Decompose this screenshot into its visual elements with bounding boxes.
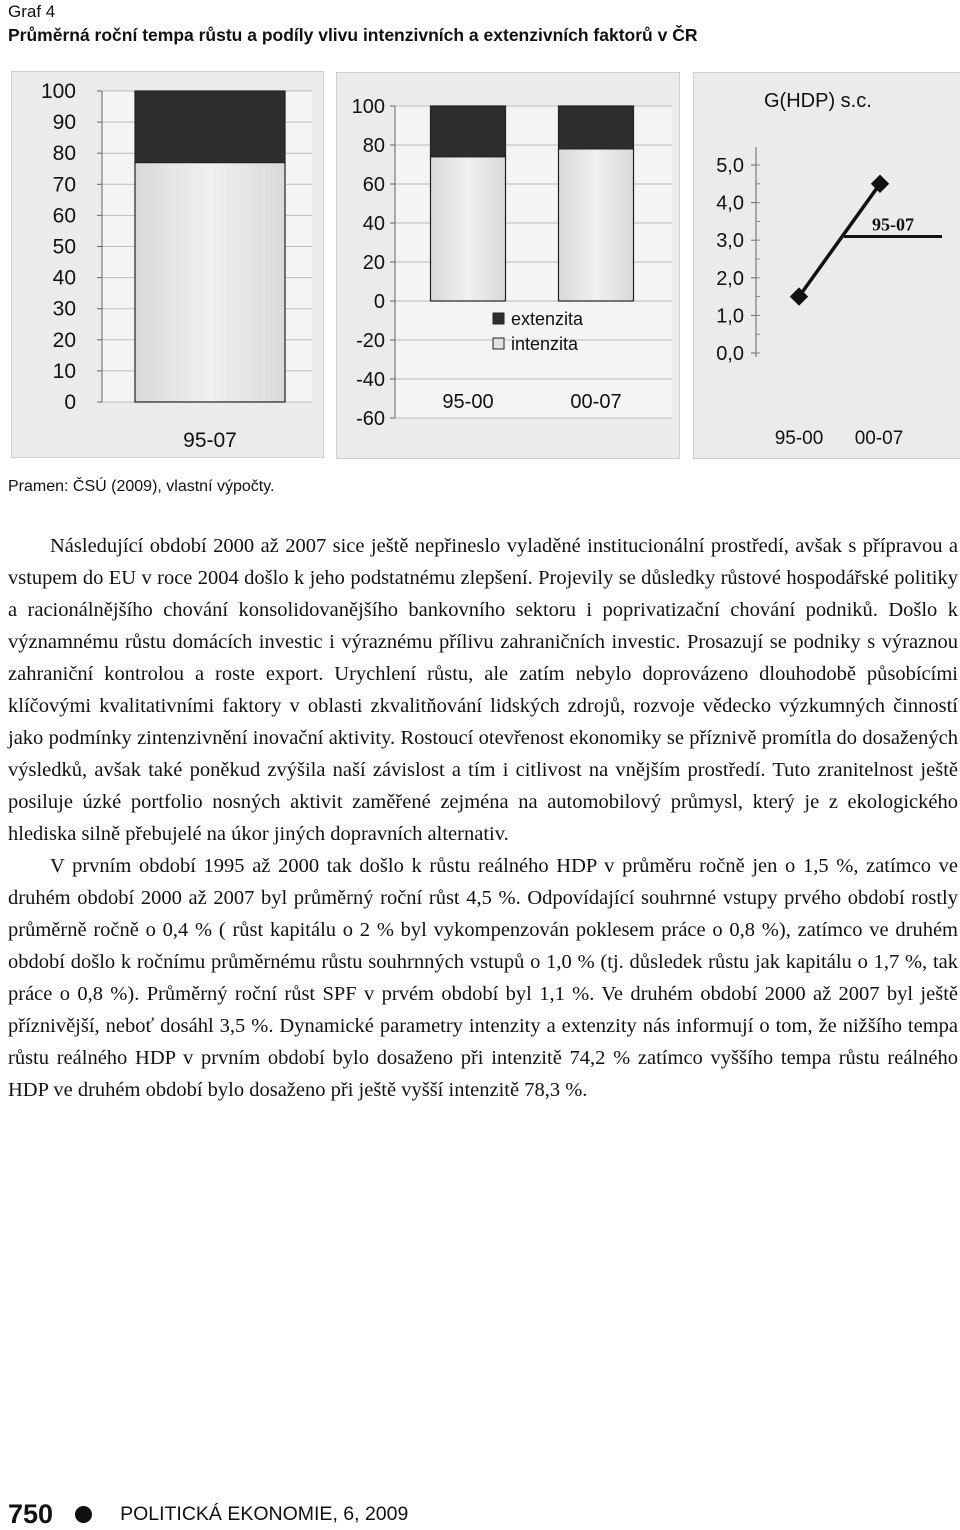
y-tick-label: 90 [52,111,76,135]
x-category-label: 95-00 [442,391,494,413]
body-text [8,530,958,1106]
page-footer [8,1499,408,1529]
bar-segment-intenzita [431,157,506,301]
y-tick-label: 0 [373,291,385,313]
y-tick-label: -20 [356,330,385,352]
y-tick-label: 20 [362,252,385,274]
journal-name: POLITICKÁ EKONOMIE, 6, 2009 [120,1502,409,1525]
page-number: 750 [8,1498,54,1529]
y-tick-label: 80 [52,142,76,166]
bar-segment-intenzita [135,163,285,402]
legend-label-extenzita: extenzita [511,309,584,329]
y-tick-label: 5,0 [716,155,744,177]
y-tick-label: 70 [52,173,76,197]
x-category-label: 00-07 [570,391,622,413]
paragraph-1: Následující období 2000 až 2007 sice ještě nepřineslo vyladěné institucionální prostředí, avšak s přípravou a vstupem do EU v roce 2004 došlo k jeho podstatnému zlepšení. Projevily se důsledky růstové hospodářské politiky a racionálnějšího chování konsolidovanějšího bankovního sektoru i poprivatizační chování podniků. Došlo k významnému růstu domácích investic i výraznému přílivu zahraničních investic. Prosazují se podniky s výraznou zahraniční kontrolou a roste export. Urychlení růstu, ale zatím nebylo doprovázeno dlouhodobě působícími klíčovými kvalitativními faktory v oblasti zkvalitňování lidských zdrojů, rozvoje vědecko výzkumných činností jako podmínky zintenzivnění inovační aktivity. Rostoucí otevřenost ekonomiky se příznivě promítla do dosažených výsledků, avšak také poněkud zvýšila naší závislost a tím i citlivost na vnějším prostředí. Tuto zranitelnost ještě posiluje úzké portfolio nosných aktivit zaměřené zejména na automobilový průmysl, který je z ekologického hlediska silně přebujelé na úkor jiných dopravních alternativ. [8,535,958,845]
annotation-label: 95-07 [872,214,914,235]
y-tick-label: 4,0 [716,192,744,215]
chart-panel-total [11,71,324,458]
figure-label: Graf 4 [8,2,56,21]
y-tick-label: 40 [52,266,76,290]
y-tick-label: 0 [64,391,76,414]
stacked-bar-chart-total [12,72,323,457]
figure-source: Pramen: ČSÚ (2009), vlastní výpočty. [8,478,275,495]
x-category-label: 00-07 [854,428,904,449]
legend-label-intenzita: intenzita [511,334,579,354]
chart-title: G(HDP) s.c. [764,90,872,112]
figure-title: Průměrná roční tempa růstu a podíly vlivu intenzivních a extenzivních faktorů v ČR [8,25,698,45]
x-category-label: 95-07 [183,429,237,452]
y-tick-label: 100 [351,96,385,118]
x-category-label: 95-00 [774,428,824,449]
bar-segment-extenzita [431,106,506,157]
y-tick-label: -40 [356,369,385,391]
y-tick-label: 80 [362,135,385,157]
bar-segment-extenzita [559,106,634,149]
y-tick-label: 3,0 [716,230,744,253]
stacked-bar-chart-periods [337,73,679,458]
y-tick-label: 1,0 [716,305,744,328]
series-line [799,184,880,297]
y-tick-label: 10 [52,359,76,383]
footer-bullet [75,1506,92,1523]
paragraph-2: V prvním období 1995 až 2000 tak došlo k růstu reálného HDP v průměru ročně jen o 1,5 %, zatímco ve druhém období 2000 až 2007 byl průměrný roční růst 4,5 %. Odpovídající souhrnné vstupy prvého období rostly průměrně ročně o 0,4 % ( růst kapitálu o 2 % byl vykompenzován poklesem práce o 0,8 %), zatímco ve druhém období došlo k ročnímu průměrnému růstu souhrnných vstupů o 1,0 % (tj. důsledek růstu jak kapitálu o 1,7 %, tak práce o 0,8 %). Průměrný roční růst SPF v prvém období byl 1,1 %. Ve druhém období 2000 až 2007 byl ještě příznivější, neboť dosáhl 3,5 %. Dynamické parametry intenzity a extenzity nás informují o tom, že nižšího tempa růstu reálného HDP v prvním období bylo dosaženo při intenzitě 74,2 % zatímco vyššího tempa růstu reálného HDP ve druhém období bylo dosaženo při ještě vyšší intenzitě 78,3 %. [8,855,958,1101]
chart-panel-periods [336,72,680,459]
y-tick-label: 50 [52,235,76,259]
gdp-growth-line-chart [694,73,960,458]
chart-panel-gdp [693,72,960,459]
y-tick-label: 40 [362,213,385,235]
legend-swatch-extenzita [493,313,504,324]
y-tick-label: 60 [52,204,76,228]
y-tick-label: 0,0 [716,343,744,365]
y-tick-label: 20 [52,328,76,352]
y-tick-label: 2,0 [716,267,744,290]
bar-segment-extenzita [135,91,285,163]
y-tick-label: 100 [40,80,76,103]
y-tick-label: 60 [362,174,385,196]
y-tick-label: -60 [356,408,385,430]
legend-swatch-intenzita [493,338,504,349]
bar-segment-intenzita [559,149,634,301]
y-tick-label: 30 [52,297,76,321]
